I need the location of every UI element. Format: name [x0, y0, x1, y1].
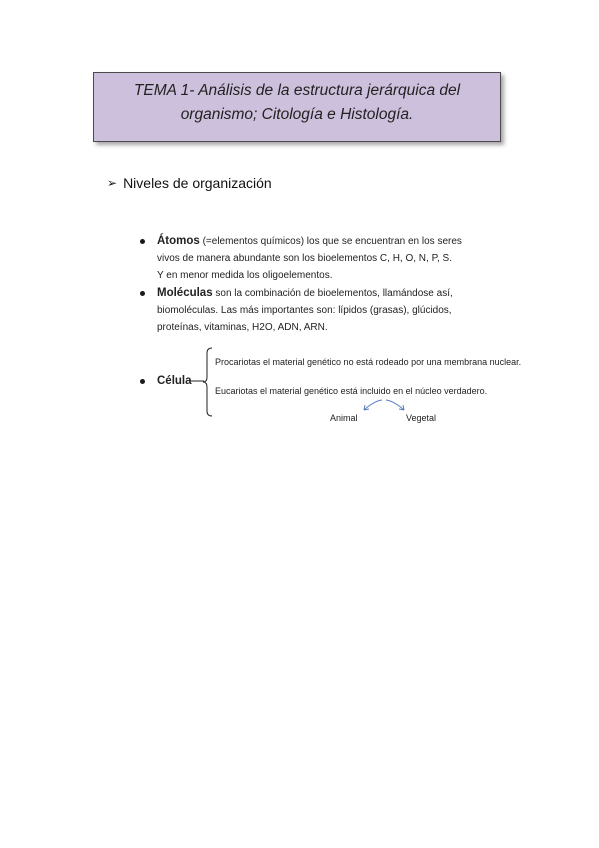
vegetal-label: Vegetal [406, 413, 437, 423]
title-line-1: TEMA 1- Análisis de la estructura jerárquica del [133, 82, 461, 99]
celula-term: Célula [157, 375, 192, 387]
procariotas-text: Procariotas el material genético no está rodeado por una membrana nuclear. [215, 357, 522, 367]
atomos-text-1: (=elementos químicos) los que se encuentran en los seres [199, 236, 462, 247]
atomos-line-1 [157, 233, 462, 250]
atomos-term: Átomos [157, 235, 200, 247]
title-line-2: organismo; Citología e Histología. [180, 106, 414, 123]
atomos-line-2: vivos de manera abundante son los bioelementos C, H, O, N, P, S. [157, 253, 452, 264]
bullet-dot-icon [140, 291, 145, 296]
branch-arrows-icon [360, 398, 410, 414]
moleculas-line-2: biomoléculas. Las más importantes son: lípidos (grasas), glúcidos, [157, 305, 452, 316]
bullet-dot-icon [140, 379, 145, 384]
section-heading-text: Niveles de organización [123, 175, 272, 191]
moleculas-term: Moléculas [157, 287, 213, 299]
bullet-dot-icon [140, 239, 145, 244]
title-box [93, 72, 501, 142]
eucariotas-text: Eucariotas el material genético está incluido en el núcleo verdadero. [215, 386, 488, 396]
moleculas-line-3: proteínas, vitaminas, H2O, ADN, ARN. [157, 322, 328, 333]
section-heading [107, 175, 272, 191]
celula-line [157, 373, 192, 390]
atomos-line-3: Y en menor medida los oligoelementos. [157, 270, 333, 281]
animal-label: Animal [330, 413, 358, 423]
moleculas-text-1: son la combinación de bioelementos, llamándose así, [212, 288, 453, 299]
moleculas-line-1 [157, 285, 453, 302]
curly-brace-icon [203, 347, 213, 417]
arrow-bullet-icon: ➢ [107, 176, 118, 190]
